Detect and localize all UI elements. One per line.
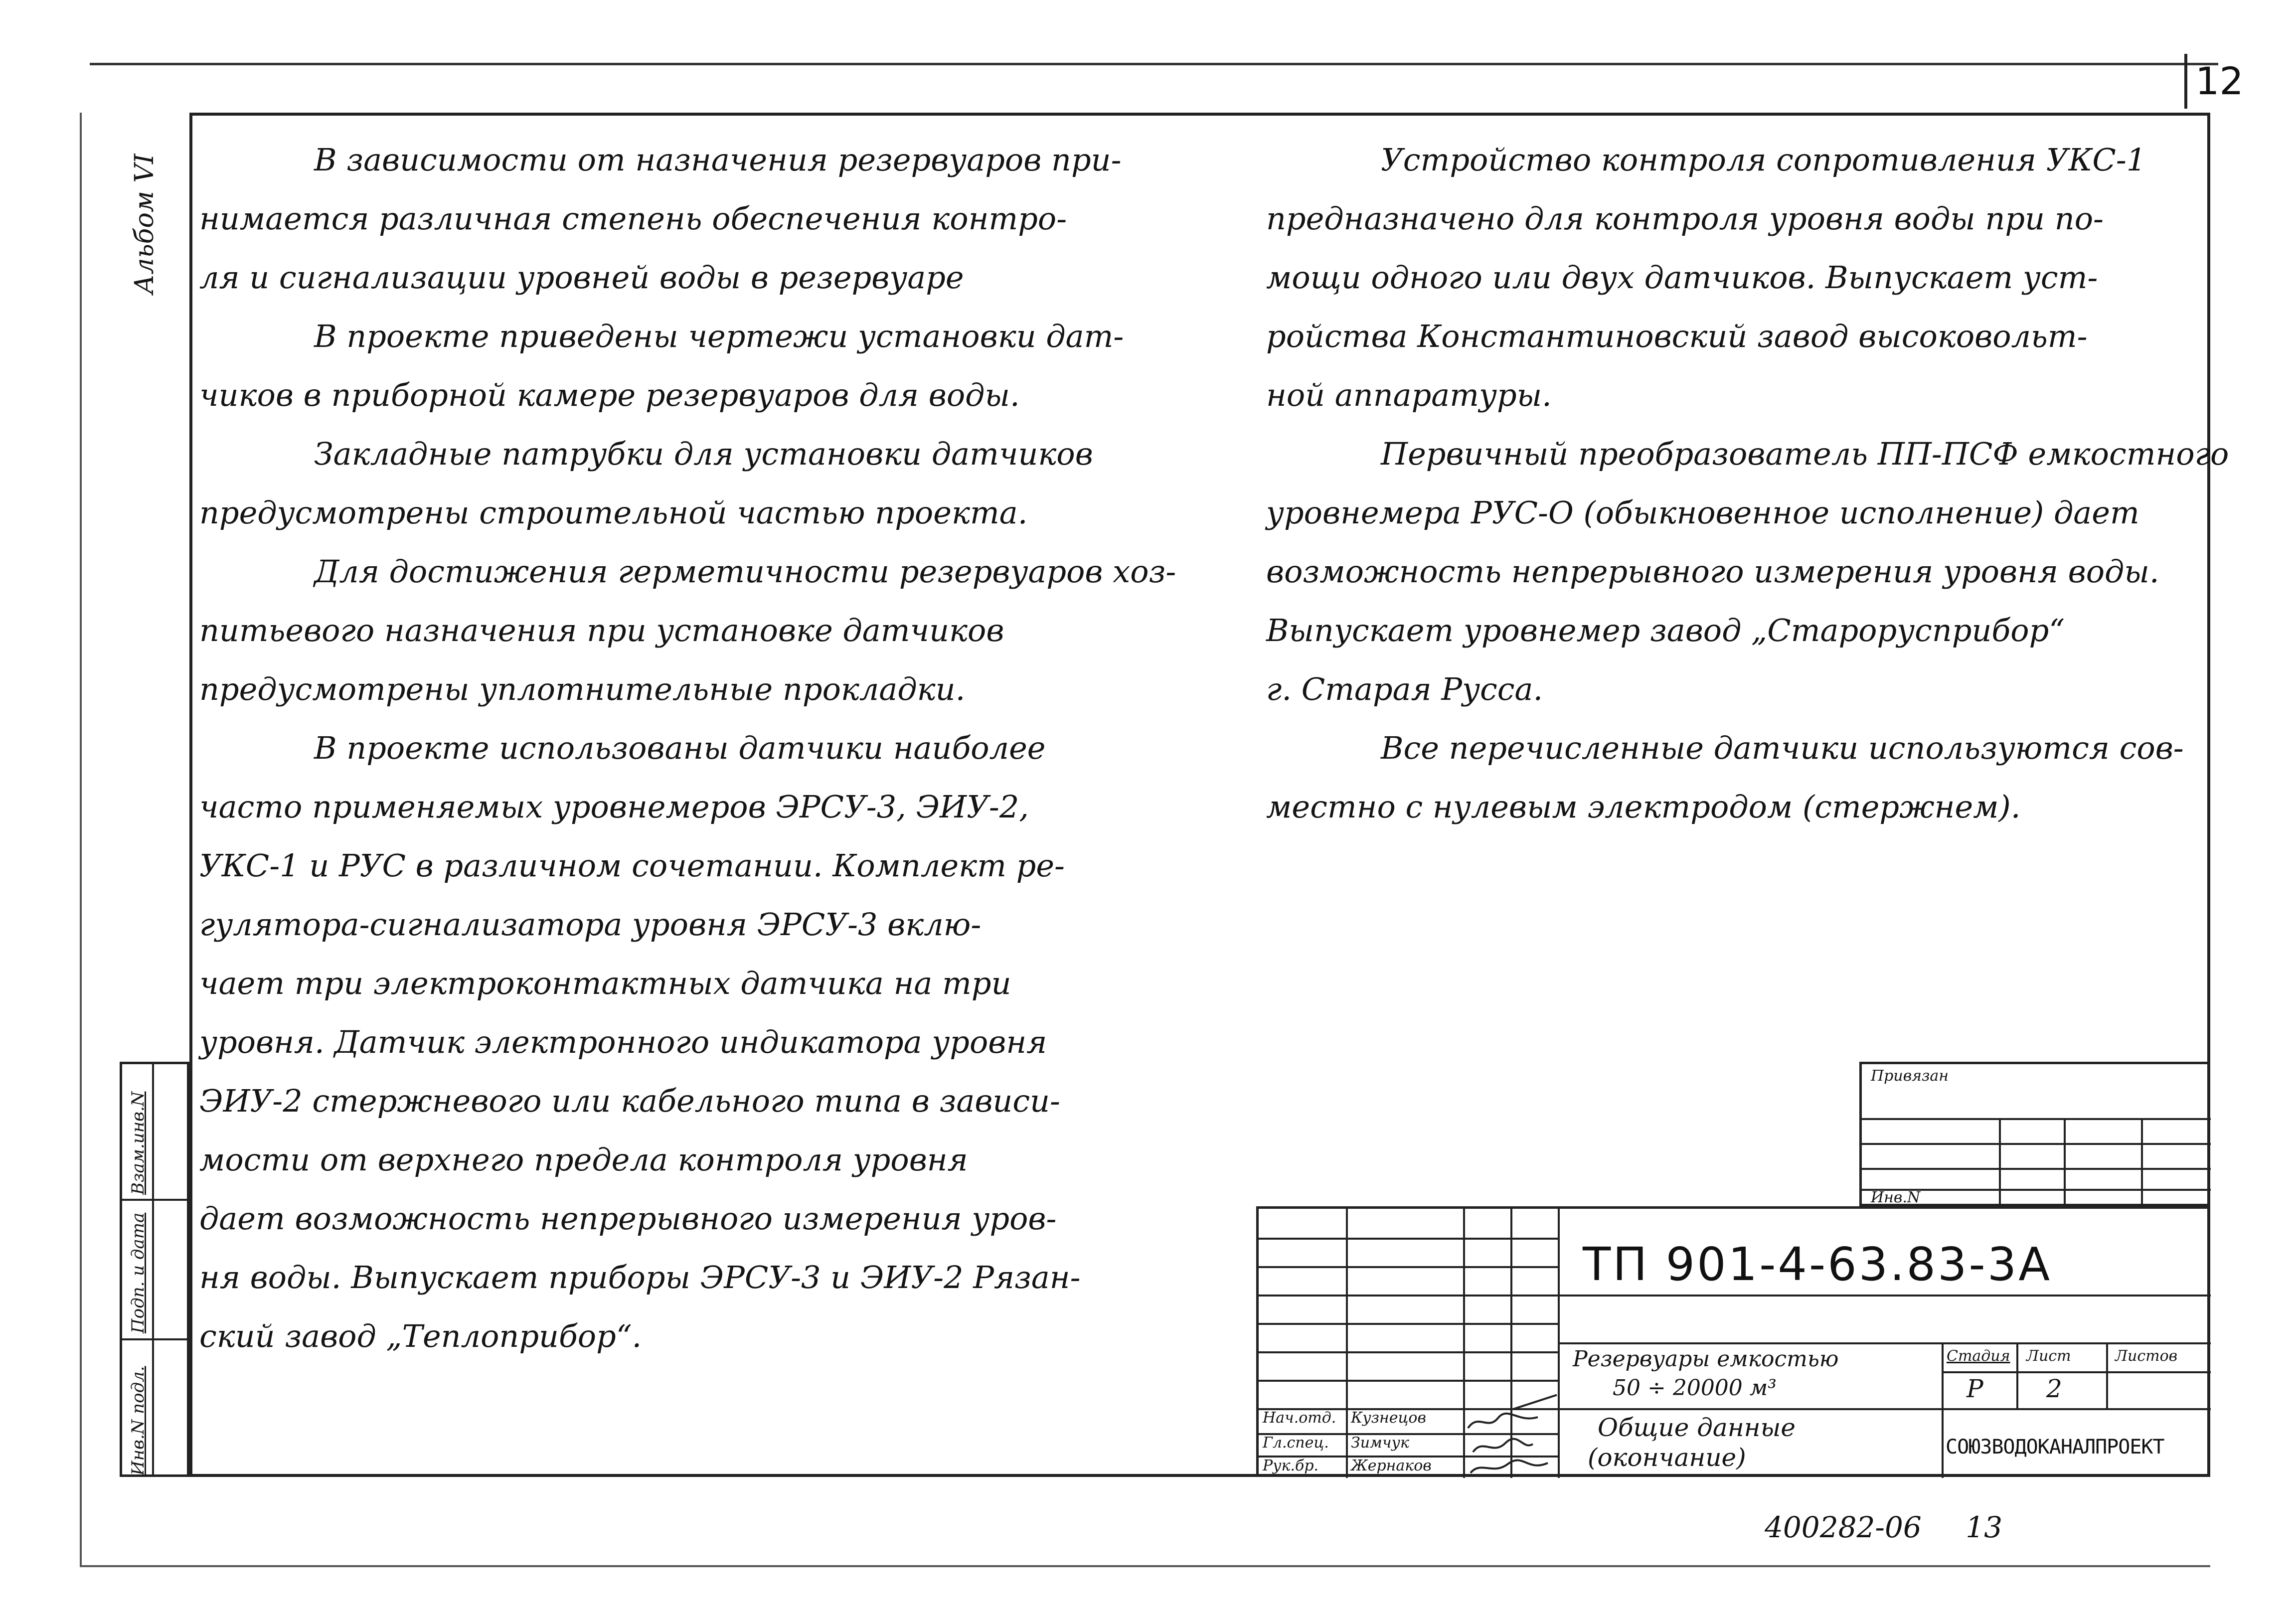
archive-number bbox=[1765, 1510, 2002, 1544]
text-line: мости от верхнего предела контроля уровня bbox=[199, 1141, 968, 1178]
sheet-number: 12 bbox=[2195, 59, 2244, 103]
margin-stamp-divider bbox=[122, 1199, 187, 1201]
margin-stamp-divider bbox=[122, 1338, 187, 1340]
album-label-text: Альбом VI bbox=[130, 154, 160, 294]
sig-row-line bbox=[1259, 1266, 1558, 1268]
binding-label: Привязан bbox=[1871, 1067, 1949, 1085]
title-row-line bbox=[1558, 1408, 2211, 1410]
margin-stamp bbox=[120, 1062, 189, 1477]
text-line: часто применяемых уровнемеров ЭРСУ-3, ЭИУ-2, bbox=[199, 789, 1029, 825]
binding-col-line bbox=[2141, 1118, 2143, 1208]
sig-role: Гл.спец. bbox=[1263, 1434, 1329, 1452]
binding-col-line bbox=[1999, 1118, 2001, 1208]
margin-stamp-label-replace: Взам.инв.N bbox=[128, 1091, 148, 1195]
sig-row-line bbox=[1259, 1238, 1558, 1240]
sig-dash bbox=[1513, 1394, 1557, 1410]
sheet-value: 2 bbox=[2046, 1374, 2062, 1403]
inv-number-label: Инв.N bbox=[1871, 1189, 1921, 1206]
text-line: ной аппаратуры. bbox=[1266, 377, 1552, 413]
sig-row-line bbox=[1259, 1323, 1558, 1325]
left-text-column bbox=[199, 131, 1251, 1366]
binding-row-line bbox=[1862, 1118, 2211, 1120]
binding-row-line bbox=[1862, 1168, 2211, 1170]
margin-stamp-label-sign: Подп. и дата bbox=[128, 1212, 148, 1333]
text-line: гулятора-сигнализатора уровня ЭРСУ-3 вклю- bbox=[199, 906, 982, 943]
text-line: ройства Константиновский завод высоковольт- bbox=[1266, 318, 2088, 354]
signature-marks bbox=[1463, 1408, 1558, 1478]
text-line: уровня. Датчик электронного индикатора уровня bbox=[199, 1024, 1047, 1060]
text-line: мощи одного или двух датчиков. Выпускает уст- bbox=[1266, 259, 2098, 296]
binding-table bbox=[1859, 1062, 2210, 1206]
stage-col-line bbox=[2016, 1342, 2018, 1408]
text-line: ЭИУ-2 стержневого или кабельного типа в зависи- bbox=[199, 1083, 1060, 1119]
sig-row-line bbox=[1259, 1351, 1558, 1353]
text-line: ля и сигнализации уровней воды в резервуаре bbox=[199, 259, 964, 296]
text-line: чает три электроконтактных датчика на три bbox=[199, 965, 1011, 1001]
margin-stamp-label-inv: Инв.N подл. bbox=[128, 1366, 148, 1475]
top-border-line bbox=[90, 63, 2218, 65]
title-row-line bbox=[1558, 1342, 2211, 1344]
project-code: ТП 901-4-63.83-3А bbox=[1583, 1238, 2052, 1291]
text-line: предназначено для контроля уровня воды при по- bbox=[1266, 200, 2104, 237]
stage-row-line bbox=[1942, 1371, 2211, 1373]
text-line: Закладные патрубки для установки датчиков bbox=[314, 436, 1093, 472]
text-line: питьевого назначения при установке датчиков bbox=[199, 612, 1004, 648]
text-line: г. Старая Русса. bbox=[1266, 671, 1543, 707]
sig-col-line bbox=[1346, 1209, 1348, 1478]
sig-role: Нач.отд. bbox=[1263, 1409, 1336, 1427]
sig-row-line bbox=[1259, 1295, 1558, 1296]
title-row-line bbox=[1558, 1295, 2211, 1296]
page-ref: 13 bbox=[1966, 1510, 2003, 1544]
sheet-number-divider bbox=[2184, 54, 2187, 109]
binding-row-line bbox=[1862, 1143, 2211, 1145]
stage-value: Р bbox=[1967, 1374, 1983, 1403]
organization-name: СОЮЗВОДОКАНАЛПРОЕКТ bbox=[1946, 1436, 2164, 1458]
sig-name: Зимчук bbox=[1351, 1434, 1409, 1452]
text-line: дает возможность непрерывного измерения уров- bbox=[199, 1200, 1057, 1237]
stage-col-line bbox=[2106, 1342, 2108, 1408]
text-line: Для достижения герметичности резервуаров хоз- bbox=[314, 553, 1176, 590]
sig-role: Рук.бр. bbox=[1263, 1457, 1319, 1474]
sheet-title-line: Общие данные bbox=[1598, 1413, 1796, 1442]
stage-col-line bbox=[1942, 1342, 1944, 1478]
text-line: местно с нулевым электродом (стержнем). bbox=[1266, 789, 2021, 825]
text-line: В проекте использованы датчики наиболее bbox=[314, 730, 1046, 766]
sig-row-line bbox=[1259, 1380, 1558, 1382]
right-text-column bbox=[1266, 131, 2229, 836]
text-line: ня воды. Выпускает приборы ЭРСУ-3 и ЭИУ-2 Рязан- bbox=[199, 1259, 1081, 1295]
sig-name: Кузнецов bbox=[1351, 1409, 1426, 1427]
text-line: возможность непрерывного измерения уровня воды. bbox=[1266, 553, 2159, 590]
subject-line: 50 ÷ 20000 м³ bbox=[1613, 1375, 1777, 1401]
sheet-header: Лист bbox=[2026, 1347, 2071, 1365]
sheets-header: Листов bbox=[2115, 1347, 2178, 1365]
title-block bbox=[1256, 1206, 2210, 1477]
text-line: В зависимости от назначения резервуаров при- bbox=[314, 142, 1122, 178]
sheet-title-line: (окончание) bbox=[1588, 1443, 1746, 1472]
stage-header: Стадия bbox=[1947, 1347, 2010, 1365]
text-line: Первичный преобразователь ПП-ПСФ емкостного bbox=[1381, 436, 2229, 472]
text-line: нимается различная степень обеспечения контро- bbox=[199, 200, 1067, 237]
text-line: Все перечисленные датчики используются сов- bbox=[1381, 730, 2184, 766]
sig-name: Жернаков bbox=[1351, 1457, 1432, 1474]
text-line: В проекте приведены чертежи установки дат- bbox=[314, 318, 1124, 354]
text-line: предусмотрены уплотнительные прокладки. bbox=[199, 671, 966, 707]
text-line: предусмотрены строительной частью проекта. bbox=[199, 494, 1028, 531]
text-line: уровнемера РУС-О (обыкновенное исполнение) дает bbox=[1266, 494, 2139, 531]
text-line: чиков в приборной камере резервуаров для воды. bbox=[199, 377, 1020, 413]
archive-number-text: 400282-06 bbox=[1765, 1510, 1922, 1544]
text-line: ский завод „Теплоприбор“. bbox=[199, 1318, 642, 1354]
text-line: Выпускает уровнемер завод „Старорусприбор“ bbox=[1266, 612, 2065, 648]
text-line: Устройство контроля сопротивления УКС-1 bbox=[1381, 142, 2146, 178]
binding-col-line bbox=[2064, 1118, 2066, 1208]
subject-line: Резервуары емкостью bbox=[1573, 1346, 1839, 1372]
text-line: УКС-1 и РУС в различном сочетании. Комплект ре- bbox=[199, 847, 1065, 884]
